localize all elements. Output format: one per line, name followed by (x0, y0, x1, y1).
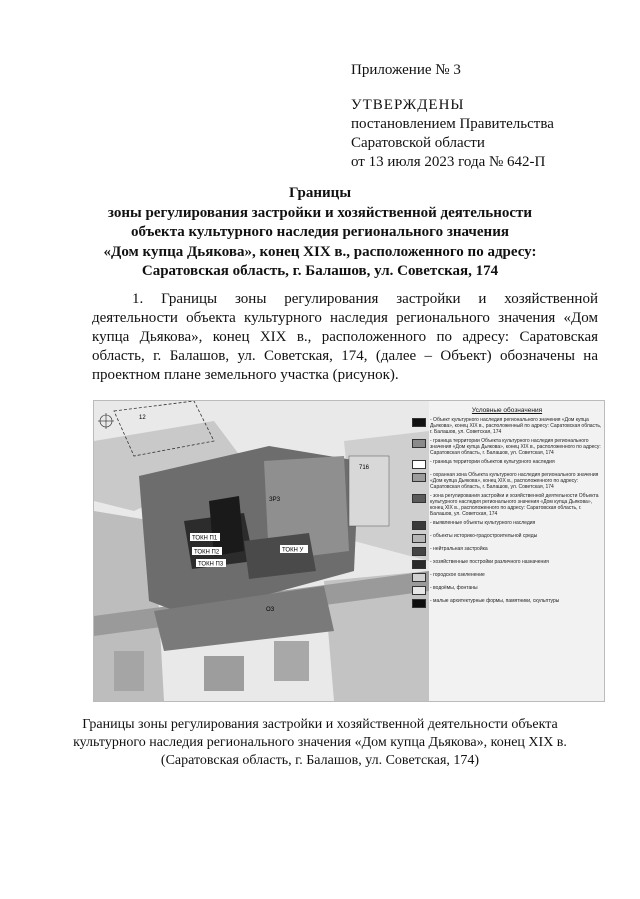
approval-block (351, 96, 554, 172)
legend-item (412, 546, 602, 556)
legend-item (412, 598, 602, 608)
map-label-12: 12 (139, 415, 146, 421)
approved-heading: УТВЕРЖДЕНЫ (351, 97, 465, 113)
legend-item (412, 438, 602, 456)
appendix-label: Приложение № 3 (351, 62, 461, 78)
legend-swatch (412, 473, 426, 482)
title-line: зоны регулирования застройки и хозяйственной деятельности (107, 204, 533, 221)
legend-text: - городское озеленение (430, 572, 485, 578)
legend-item (412, 472, 602, 490)
map-label-toks-p2: ТОКН П2 (194, 549, 220, 556)
caption-line: культурного наследия регионального значения «Дом купца Дьякова», конец XIX в. (73, 735, 567, 750)
legend-text: - зона регулирования застройки и хозяйственной деятельности Объекта культурного наследия регионального значения «Дом купца Дьякова», конец XIX в., расположенного по адресу: Саратовская область, г. Балашов, ул. Советская, 174 (430, 493, 599, 517)
legend-swatch (412, 599, 426, 608)
legend-text: - выявленные объекты культурного наследия (430, 520, 536, 526)
legend-swatch (412, 494, 426, 503)
legend-item (412, 417, 602, 435)
map-label-toks-p1: ТОКН П1 (192, 535, 218, 542)
title-line: Саратовская область, г. Балашов, ул. Советская, 174 (141, 263, 499, 279)
legend-text: - хозяйственные постройки различного назначения (430, 559, 549, 565)
approved-by-line2: Саратовской области (351, 135, 485, 151)
map-label-toks-p3: ТОКН П3 (198, 561, 224, 568)
legend-item (412, 533, 602, 543)
legend-text: - граница территории объектов культурного наследия (430, 459, 555, 465)
title-line: «Дом купца Дьякова», конец XIX в., расположенного по адресу: (103, 243, 537, 260)
title-line: Границы (288, 185, 352, 201)
legend-item (412, 572, 602, 582)
legend-text: - водоёмы, фонтаны (430, 585, 478, 591)
legend-item (412, 585, 602, 595)
legend-text: - нейтральная застройка (430, 546, 488, 552)
legend-item (412, 459, 602, 469)
map-label-zrz: ЗРЗ (269, 497, 281, 503)
legend-text: - граница территории Объекта культурного наследия регионального значения «Дом купца Дьякова», конец XIX в., расположенного по адресу: Саратовская область, г. Балашов, ул. Советская, 174 (430, 438, 601, 456)
legend-text: - малые архитектурные формы, памятники, скульптуры (430, 598, 560, 604)
legend-item (412, 559, 602, 569)
legend-text: - объекты историко-градостроительной среды (430, 533, 538, 539)
legend-swatch (412, 573, 426, 582)
caption-line: (Саратовская область, г. Балашов, ул. Советская, 174) (160, 753, 480, 768)
legend-swatch (412, 418, 426, 427)
legend-item (412, 493, 602, 517)
caption-line: Границы зоны регулирования застройки и хозяйственной деятельности объекта (82, 717, 558, 732)
legend-swatch (412, 534, 426, 543)
map-label-716: 716 (359, 465, 370, 471)
legend-text: - охранная зона Объекта культурного наследия регионального значения «Дом купца Дьякова», конец XIX в., расположенного по адресу: Саратовская область, г. Балашов, ул. Советская, 174 (430, 472, 599, 490)
legend-swatch (412, 547, 426, 556)
legend-item (412, 520, 602, 530)
approved-date: от 13 июля 2023 года № 642-П (351, 154, 546, 170)
document-title (60, 184, 580, 282)
legend-swatch (412, 586, 426, 595)
legend-text: - Объект культурного наследия регионального значения «Дом купца Дьякова», конец XIX в., расположенный по адресу: Саратовская область, г. Балашов, ул. Советская, 174 (430, 417, 602, 435)
body-paragraph: 1. Границы зоны регулирования застройки и хозяйственной деятельности объекта культурного наследия регионального значения «Дом купца Дьякова», конец XIX в., расположенного по адресу: Саратовская область, г. Балашов, ул. Советская, 174, (далее – Объект) обозначены на проектном плане земельного участка (рисунок). (92, 291, 598, 383)
approved-by-line1: постановлением Правительства (351, 116, 554, 132)
legend-swatch (412, 560, 426, 569)
legend-swatch (412, 460, 426, 469)
map-label-oz: ОЗ (266, 607, 275, 613)
site-plan-figure (93, 400, 605, 702)
map-label-toks-u: ТОКН У (282, 547, 304, 554)
title-line: объекта культурного наследия регионального значения (131, 224, 509, 240)
legend-swatch (412, 521, 426, 530)
site-plan-map (94, 401, 429, 701)
legend-swatch (412, 439, 426, 448)
figure-caption (60, 716, 580, 770)
legend-title: Условные обозначения (471, 407, 543, 414)
map-legend (412, 407, 602, 611)
legend-items (412, 417, 602, 608)
